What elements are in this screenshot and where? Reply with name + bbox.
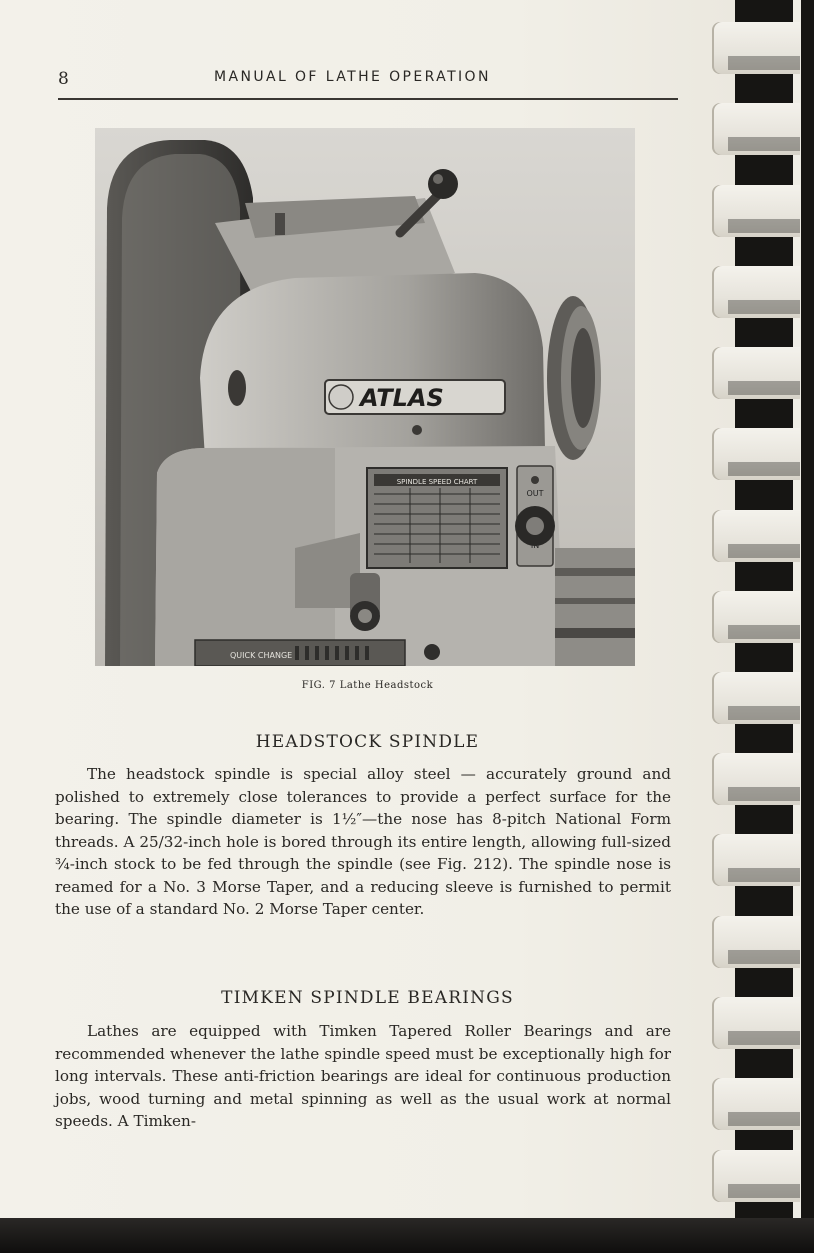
- speed-chart-title: SPINDLE SPEED CHART: [396, 478, 478, 486]
- binding-ring: [712, 1078, 800, 1130]
- page-header: [58, 64, 678, 100]
- page-number: 8: [58, 69, 69, 89]
- binding-ring: [712, 347, 800, 399]
- binding-ring: [712, 1150, 800, 1202]
- figure-caption: FIG. 7 Lathe Headstock: [301, 680, 434, 691]
- binding-ring: [712, 103, 800, 155]
- paragraph-timken-bearings: Lathes are equipped with Timken Tapered Roller Bearings and are recommended whenever the lathe spindle speed must be exceptionally high for long intervals. These anti-friction bearings are ideal for continuous production jobs, wood turning and metal spinning as well as the usual work at normal speeds. A Timken-: [55, 1022, 671, 1130]
- binding-ring: [712, 834, 800, 886]
- binding-ring: [712, 266, 800, 318]
- binding-ring: [712, 916, 800, 968]
- lathe-headstock-photo: [95, 128, 635, 666]
- running-head: MANUAL OF LATHE OPERATION: [214, 69, 491, 85]
- binding-ring: [712, 753, 800, 805]
- binding-ring: [712, 591, 800, 643]
- binding-ring: [712, 510, 800, 562]
- quick-change-plate-text: QUICK CHANGE: [230, 651, 293, 660]
- page-bottom-shadow: [0, 1218, 814, 1253]
- binding-ring: [712, 997, 800, 1049]
- lever-label-out: OUT: [526, 489, 544, 498]
- binding-ring: [712, 428, 800, 480]
- atlas-brand-text: ATLAS: [360, 384, 444, 412]
- section-heading-timken-bearings: TIMKEN SPINDLE BEARINGS: [221, 988, 514, 1008]
- spiral-binding: [735, 0, 814, 1253]
- binding-ring: [712, 672, 800, 724]
- paragraph-headstock-spindle: The headstock spindle is special alloy steel — accurately ground and polished to extremely close tolerances to provide a perfect surface for the bearing. The spindle diameter is 1½″—the nose has 8-pitch National Form threads. A 25/32-inch hole is bored through its entire length, allowing full-sized ¾-inch stock to be fed through the spindle (see Fig. 212). The spindle nose is reamed for a No. 3 Morse Taper, and a reducing sleeve is furnished to permit the use of a standard No. 2 Morse Taper center.: [55, 765, 671, 918]
- headstock-illustration: [95, 128, 635, 666]
- binding-ring: [712, 185, 800, 237]
- binding-ring: [712, 22, 800, 74]
- section-heading-headstock-spindle: HEADSTOCK SPINDLE: [255, 732, 480, 752]
